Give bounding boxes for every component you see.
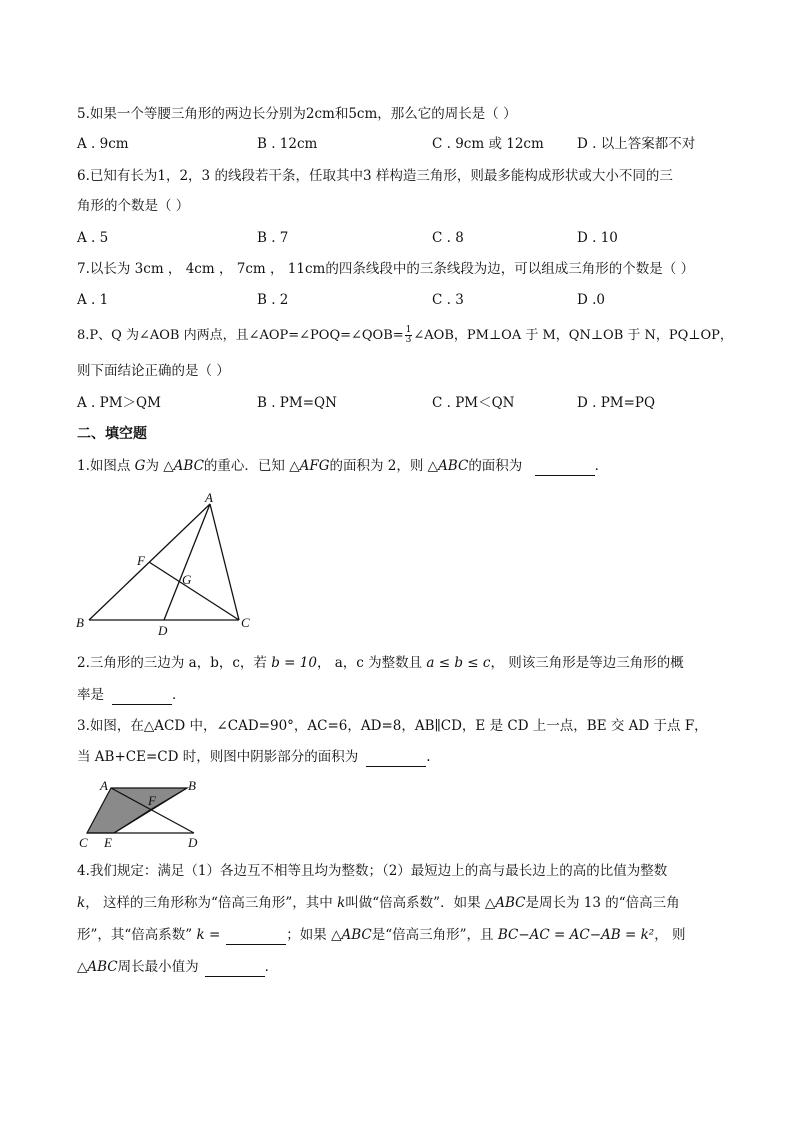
q7-stem: 7.以长为 3cm ， 4cm ， 7cm ， 11cm的四条线段中的三条线段为边，可以组成三角形的个数是（ ）: [77, 261, 695, 277]
q7-option-a: A . 1: [77, 292, 109, 308]
one-third-fraction: $\frac{1}{3}$: [405, 325, 412, 345]
f3-shaded-figure: [74, 776, 214, 852]
q8-option-a: A . PM＞QM: [77, 395, 161, 411]
label-c: C: [79, 835, 88, 850]
q8-stem-part2: ∠AOB，PM⊥OA 于 M，QN⊥OB 于 N，PQ⊥OP，: [413, 328, 733, 343]
q7-option-c: C . 3: [432, 292, 464, 308]
section-title-fill-in: 二、填空题: [77, 426, 147, 442]
f4-stem-line1: 4.我们规定：满足（1）各边互不相等且均为整数；（2）最短边上的高与最长边上的高的比值为整数: [77, 863, 668, 879]
label-d: D: [188, 835, 198, 850]
q8-option-d: D . PM=PQ: [577, 395, 656, 411]
f2-stem-line1: 2.三角形的三边为 a，b，c，若 b = 10， a，c 为整数且 a ≤ b ≤ c， 则该三角形是等边三角形的概: [77, 655, 684, 671]
q5-option-c: C . 9cm 或 12cm: [432, 136, 544, 152]
label-g: G: [182, 572, 192, 587]
f4-stem-line4: △ABC周长最小值为 ．: [77, 959, 279, 975]
q7-option-d: D .0: [577, 292, 605, 308]
label-b: B: [188, 778, 196, 793]
q5-option-d: D . 以上答案都不对: [577, 136, 696, 152]
median-ad: [164, 504, 210, 620]
f1-triangle-figure: [70, 488, 270, 638]
q8-stem-part1: 8.P、Q 为∠AOB 内两点，且∠AOP=∠POQ=∠QOB=: [77, 328, 404, 343]
q7-option-b: B . 2: [257, 292, 289, 308]
label-a: A: [205, 490, 213, 505]
label-a: A: [100, 778, 108, 793]
q8-stem-line2: 则下面结论正确的是（ ）: [77, 363, 230, 379]
q6-stem-line2: 角形的个数是（ ）: [77, 198, 190, 214]
f1-stem: 1.如图点 G为 △ABC的重心．已知 △AFG的面积为 2，则 △ABC的面积为 ．: [77, 458, 609, 474]
q6-option-b: B . 7: [257, 230, 289, 246]
label-f: F: [137, 553, 145, 568]
f4-stem-line3: 形”，其“倍高系数” k = ；如果 △ABC是“倍高三角形”，且 BC−AC = AC−AB = k²， 则: [77, 927, 686, 943]
q6-option-a: A . 5: [77, 230, 109, 246]
q6-option-d: D . 10: [577, 230, 618, 246]
f1-answer-blank[interactable]: [535, 461, 595, 476]
f3-answer-blank[interactable]: [366, 752, 426, 767]
f4-stem-line2: k， 这样的三角形称为“倍高三角形”，其中 k叫做“倍高系数”．如果 △ABC是周长为 13 的“倍高三角: [77, 895, 680, 911]
side-ac: [210, 504, 239, 620]
q6-option-c: C . 8: [432, 230, 464, 246]
f3-stem-line2: 当 AB+CE=CD 时，则图中阴影部分的面积为 .: [77, 749, 431, 765]
q8-option-b: B . PM=QN: [257, 395, 337, 411]
f2-stem-line2: 率是 ．: [77, 687, 186, 703]
f4-answer-blank-2[interactable]: [205, 962, 265, 977]
q8-stem-line1: [77, 326, 733, 346]
label-f: F: [148, 793, 156, 808]
f4-answer-blank-1[interactable]: [226, 930, 286, 945]
label-c: C: [241, 615, 250, 630]
q8-option-c: C . PM＜QN: [432, 395, 515, 411]
label-b: B: [76, 615, 84, 630]
q5-stem: 5.如果一个等腰三角形的两边长分别为2cm和5cm，那么它的周长是（ ）: [77, 106, 517, 122]
q6-stem-line1: 6.已知有长为1，2，3 的线段若干条，任取其中3 样构造三角形，则最多能构成形状或大小不同的三: [77, 168, 673, 184]
f2-answer-blank[interactable]: [112, 690, 172, 705]
label-e: E: [104, 835, 112, 850]
median-cf: [149, 562, 239, 620]
shaded-region: [87, 788, 187, 833]
q5-option-b: B . 12cm: [257, 136, 318, 152]
q5-option-a: A . 9cm: [77, 136, 129, 152]
label-d: D: [158, 623, 168, 638]
f3-stem-line1: 3.如图，在△ACD 中，∠CAD=90°，AC=6，AD=8，AB∥CD，E 是 CD 上一点，BE 交 AD 于点 F，: [77, 718, 708, 734]
